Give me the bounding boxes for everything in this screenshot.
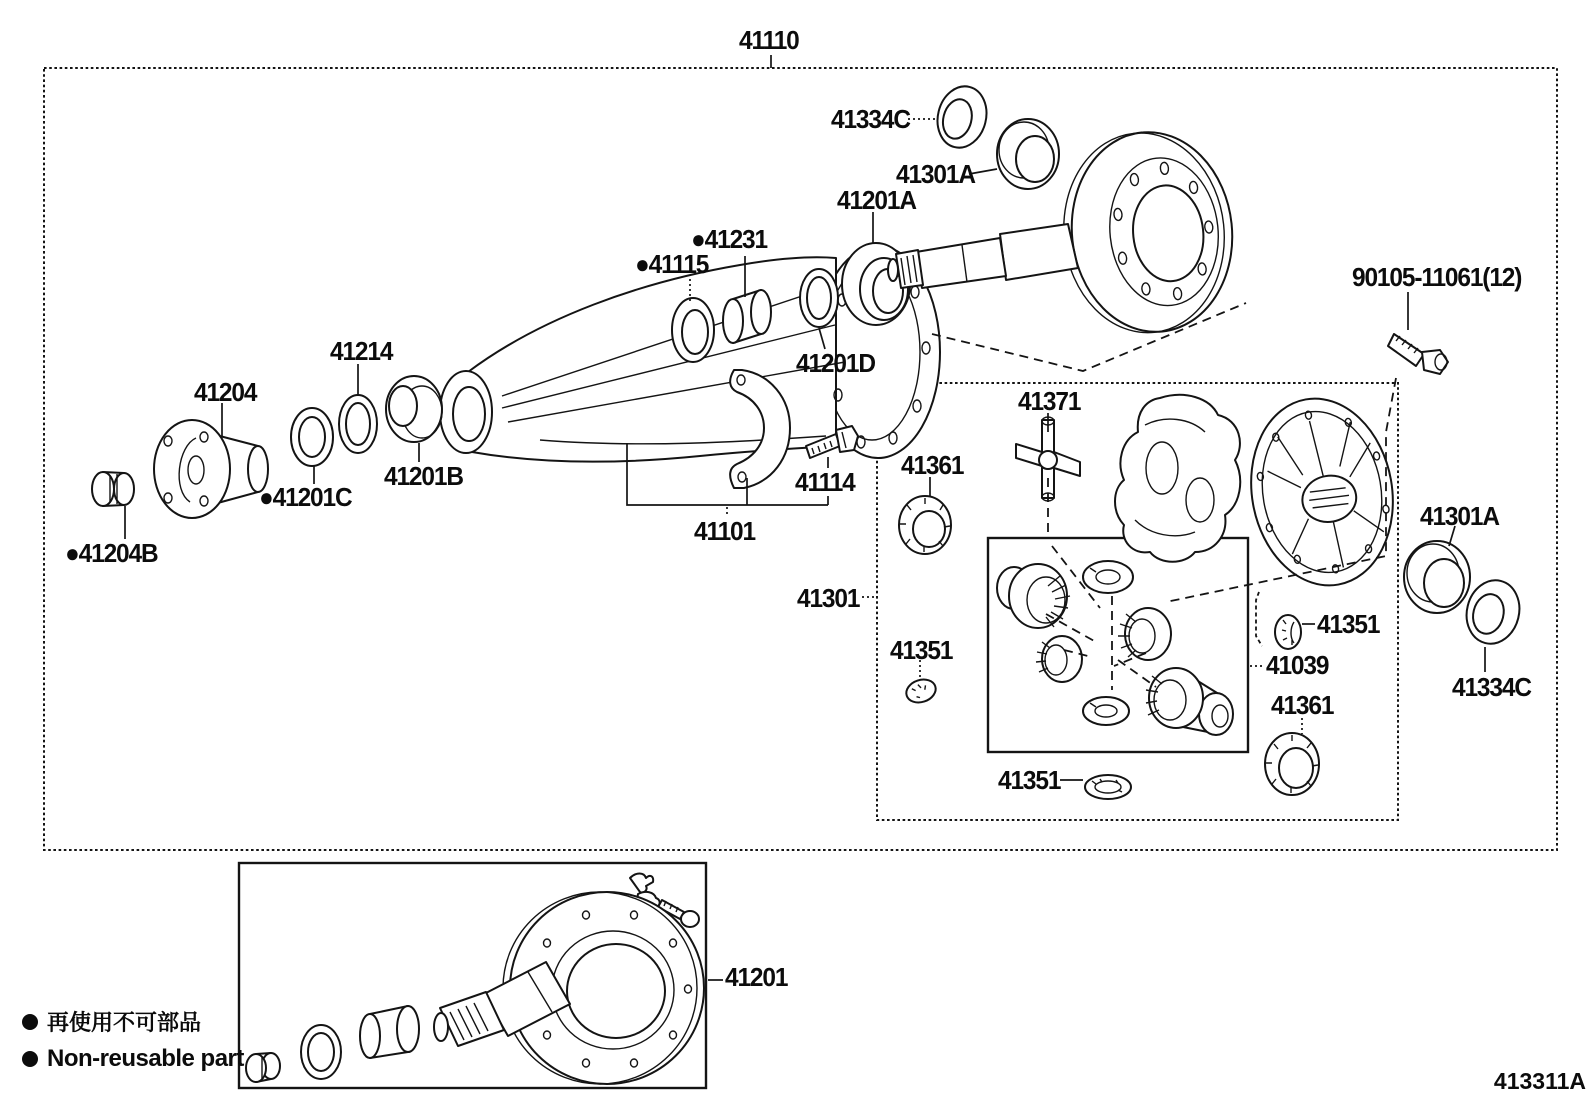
part-label-41351: 41351 — [1317, 609, 1380, 639]
pinion-gear-left — [1036, 636, 1082, 682]
part-label-41231: ●41231 — [691, 224, 767, 254]
front-pinion-bearing — [386, 376, 442, 442]
part-label-41115: ●41115 — [635, 249, 709, 279]
part-label-41201B: 41201B — [384, 461, 463, 491]
drive-pinion-shaft — [888, 224, 1078, 288]
part-label-41301A: 41301A — [896, 159, 975, 189]
part-label-41334C: 41334C — [831, 104, 910, 134]
legend-row-en — [22, 1045, 244, 1073]
side-bearing-washer-top — [931, 81, 993, 153]
side-gear-upper — [997, 564, 1070, 628]
legend — [22, 1006, 244, 1081]
part-label-41361: 41361 — [1271, 690, 1334, 720]
slinger-ring — [339, 395, 377, 453]
legend-text-ja: 再使用不可部品 — [47, 1010, 202, 1035]
part-label-41204: 41204 — [194, 377, 257, 407]
oil-slinger — [672, 298, 714, 362]
pinion-gear-right — [1118, 608, 1171, 660]
part-label-41214: 41214 — [330, 336, 393, 366]
side-gear-lower — [1146, 668, 1233, 735]
companion-flange — [154, 420, 268, 518]
part-label-41114: 41114 — [795, 467, 855, 497]
legend-text-en: Non-reusable part — [47, 1045, 244, 1072]
thrust-washer-small-left — [903, 676, 938, 706]
part-label-90105-1106112: 90105-11061(12) — [1352, 262, 1522, 292]
legend-row-ja — [22, 1006, 244, 1037]
part-label-41361: 41361 — [901, 450, 964, 480]
part-label-41301: 41301 — [797, 583, 860, 613]
figure-code: 413311A — [1493, 1068, 1586, 1094]
non-reusable-bullet-icon — [22, 1051, 38, 1067]
part-label-41334C: 41334C — [1452, 672, 1531, 702]
pinion-thrust-washer-upper — [1083, 561, 1133, 593]
part-label-41110: 41110 — [739, 25, 799, 55]
pinion-thrust-washer-lower — [1083, 697, 1129, 725]
part-label-41201A: 41201A — [837, 185, 916, 215]
part-label-41101: 41101 — [694, 516, 755, 546]
side-bearing-top — [997, 119, 1059, 189]
part-label-41201: 41201 — [725, 962, 788, 992]
ring-gear-set-bolt — [1388, 334, 1448, 374]
oil-seal — [291, 408, 333, 466]
part-label-41351: 41351 — [998, 765, 1061, 795]
non-reusable-bullet-icon — [22, 1014, 38, 1030]
drive-pinion-nut — [92, 472, 134, 506]
side-bearing-right — [1404, 541, 1470, 613]
part-label-41201D: 41201D — [796, 348, 875, 378]
part-label-41351: 41351 — [890, 635, 953, 665]
side-gear-thrust-washer-left — [899, 496, 951, 554]
thrust-washer-small-bottom — [1085, 775, 1131, 799]
ring-gear-kit — [246, 874, 704, 1085]
part-label-41201C: ●41201C — [259, 482, 352, 512]
side-gear-thrust-washer-right — [1265, 733, 1319, 795]
part-label-41371: 41371 — [1018, 386, 1081, 416]
part-label-41039: 41039 — [1266, 650, 1329, 680]
thrust-washer-small-right — [1275, 615, 1301, 649]
part-label-41301A: 41301A — [1420, 501, 1499, 531]
plate-washer — [800, 269, 838, 327]
ring-gear-and-pinion — [1054, 124, 1242, 340]
part-label-41204B: ●41204B — [65, 538, 158, 568]
differential-case-flange — [1237, 387, 1408, 596]
differential-case — [1115, 395, 1240, 562]
